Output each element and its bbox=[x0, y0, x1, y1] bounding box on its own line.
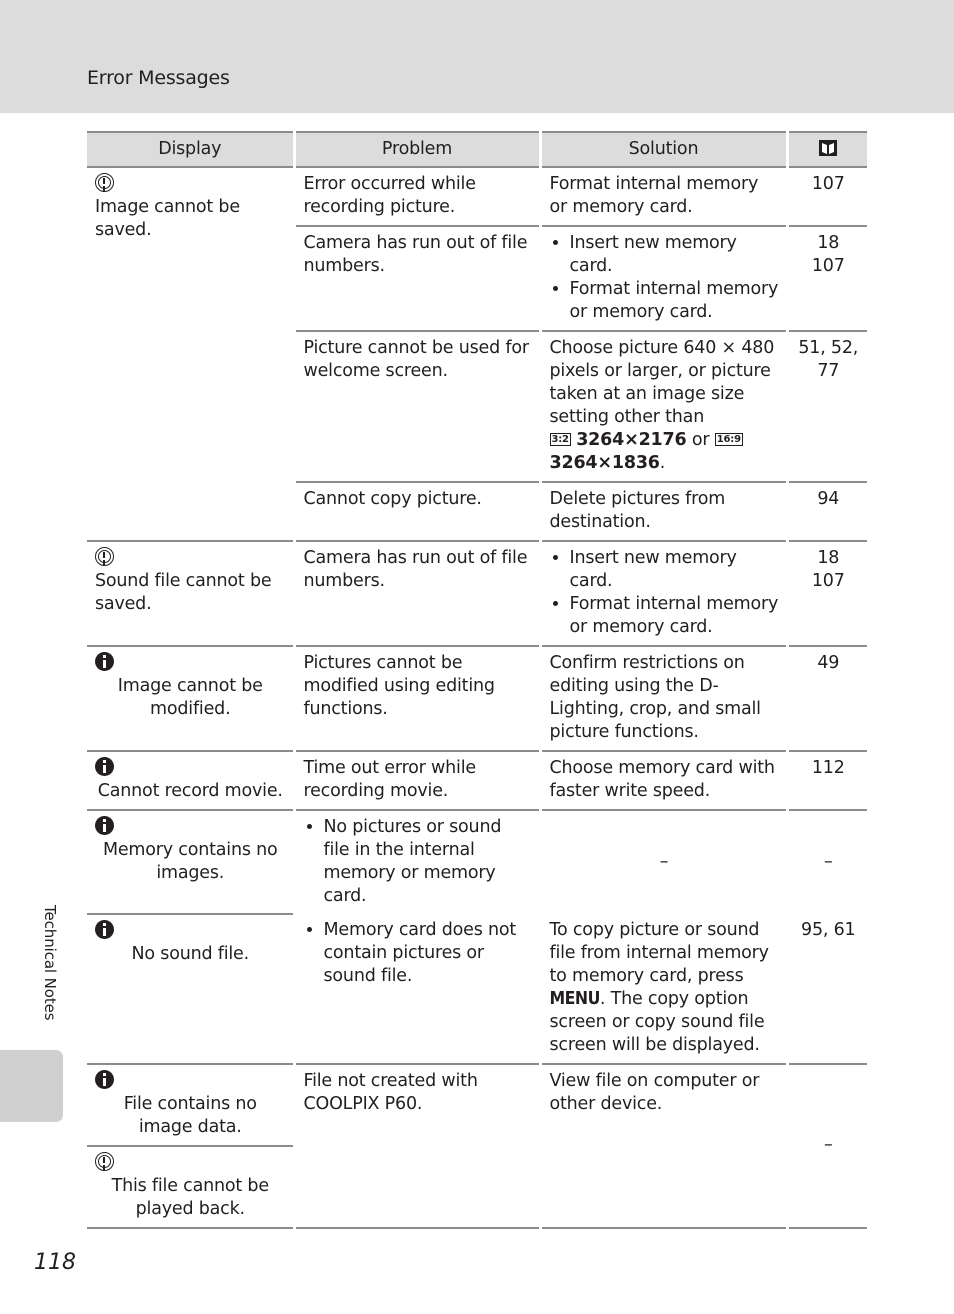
image-size-value: 3264×1836 bbox=[549, 453, 660, 473]
page-cell bbox=[787, 541, 867, 646]
display-cell bbox=[87, 1064, 294, 1146]
column-header-problem: Problem bbox=[294, 132, 540, 167]
problem-cell: Camera has run out of file numbers. bbox=[294, 226, 540, 331]
page-ref: 51, 52, bbox=[798, 338, 859, 358]
error-messages-table bbox=[87, 131, 867, 1229]
column-header-display: Display bbox=[87, 132, 294, 167]
solution-cell: Choose memory card with faster write speed. bbox=[540, 751, 787, 810]
solution-cell bbox=[540, 226, 787, 331]
solution-bullet: • Format internal memory or memory card. bbox=[570, 278, 779, 324]
table-header-row bbox=[87, 132, 867, 167]
display-text: This file cannot be played back. bbox=[111, 1176, 269, 1219]
problem-cell: Time out error while recording movie. bbox=[294, 751, 540, 810]
info-icon bbox=[95, 920, 114, 939]
page-ref: 77 bbox=[817, 361, 840, 381]
table-row bbox=[87, 751, 867, 810]
book-icon bbox=[818, 139, 838, 157]
side-tab bbox=[0, 1050, 63, 1122]
solution-cell: Confirm restrictions on editing using the D-Lighting, crop, and small picture functions. bbox=[540, 646, 787, 751]
problem-cell: Pictures cannot be modified using editing functions. bbox=[294, 646, 540, 751]
problem-cell: Cannot copy picture. bbox=[294, 482, 540, 541]
image-mode-3-2-icon: 3:2 bbox=[551, 434, 569, 445]
solution-bullet: • Insert new memory card. bbox=[570, 547, 779, 593]
page-cell: 107 bbox=[787, 167, 867, 226]
table-row bbox=[87, 646, 867, 751]
display-text: Image cannot be saved. bbox=[95, 197, 240, 240]
solution-cell: Delete pictures from destination. bbox=[540, 482, 787, 541]
display-cell bbox=[87, 914, 294, 1064]
solution-cell bbox=[540, 914, 787, 1064]
section-title: Error Messages bbox=[87, 67, 230, 89]
table-row bbox=[87, 541, 867, 646]
problem-cell: Picture cannot be used for welcome screen. bbox=[294, 331, 540, 482]
period: . bbox=[659, 453, 666, 473]
problem-bullet: • Memory card does not contain pictures or sound file. bbox=[324, 919, 532, 988]
page-cell: – bbox=[787, 810, 867, 914]
display-cell bbox=[87, 167, 294, 541]
column-header-page bbox=[787, 132, 867, 167]
info-icon bbox=[95, 757, 114, 776]
page-number: 118 bbox=[34, 1250, 76, 1275]
display-cell bbox=[87, 751, 294, 810]
display-cell bbox=[87, 1146, 294, 1228]
solution-text: Choose picture 640 × 480 pixels or larger, or picture taken at an image size setting other than bbox=[549, 338, 775, 427]
connector-text: or bbox=[691, 430, 710, 450]
display-cell bbox=[87, 810, 294, 914]
column-header-solution: Solution bbox=[540, 132, 787, 167]
solution-bullet: • Format internal memory or memory card. bbox=[570, 593, 779, 639]
solution-cell: – bbox=[540, 810, 787, 914]
display-text: Sound file cannot be saved. bbox=[95, 571, 272, 614]
info-icon bbox=[95, 652, 114, 671]
page-cell bbox=[787, 226, 867, 331]
info-icon bbox=[95, 816, 114, 835]
table-row bbox=[87, 1064, 867, 1146]
table-row bbox=[87, 167, 867, 226]
info-icon bbox=[95, 1070, 114, 1089]
solution-cell bbox=[540, 541, 787, 646]
page-cell: – bbox=[787, 1064, 867, 1228]
display-cell bbox=[87, 541, 294, 646]
image-size-value: 3264×2176 bbox=[576, 430, 687, 450]
page-ref: 18 bbox=[817, 548, 840, 568]
solution-bullet: • Insert new memory card. bbox=[570, 232, 779, 278]
side-tab-label: Technical Notes bbox=[41, 905, 59, 1021]
display-text: Image cannot be modified. bbox=[117, 676, 263, 719]
menu-button-icon: MENU bbox=[549, 989, 600, 1009]
page-cell: 112 bbox=[787, 751, 867, 810]
display-text: Memory contains no images. bbox=[102, 840, 278, 883]
problem-cell bbox=[294, 810, 540, 914]
solution-text: To copy picture or sound file from internal memory to memory card, press bbox=[549, 920, 769, 986]
page-ref: 18 bbox=[817, 233, 840, 253]
page-ref: 107 bbox=[811, 571, 845, 591]
solution-cell bbox=[540, 331, 787, 482]
page-cell bbox=[787, 331, 867, 482]
display-text: Cannot record movie. bbox=[97, 781, 283, 801]
display-text: File contains no image data. bbox=[123, 1094, 257, 1137]
warning-icon bbox=[95, 173, 114, 192]
problem-cell: Error occurred while recording picture. bbox=[294, 167, 540, 226]
problem-bullet: • No pictures or sound file in the internal memory or memory card. bbox=[324, 816, 532, 908]
warning-icon bbox=[95, 1152, 114, 1171]
problem-cell: File not created with COOLPIX P60. bbox=[294, 1064, 540, 1228]
problem-cell bbox=[294, 914, 540, 1064]
table-row bbox=[87, 914, 867, 1064]
solution-cell: Format internal memory or memory card. bbox=[540, 167, 787, 226]
page-cell: 94 bbox=[787, 482, 867, 541]
page-ref: 107 bbox=[811, 256, 845, 276]
warning-icon bbox=[95, 547, 114, 566]
display-cell bbox=[87, 646, 294, 751]
header-band bbox=[0, 0, 954, 113]
image-mode-16-9-icon: 16:9 bbox=[716, 434, 741, 445]
solution-cell: View file on computer or other device. bbox=[540, 1064, 787, 1228]
table-row bbox=[87, 810, 867, 914]
display-text: No sound file. bbox=[131, 944, 249, 964]
page-cell: 95, 61 bbox=[787, 914, 867, 1064]
page-cell: 49 bbox=[787, 646, 867, 751]
solution-text: . The copy option screen or copy sound file screen will be displayed. bbox=[549, 989, 765, 1055]
problem-cell: Camera has run out of file numbers. bbox=[294, 541, 540, 646]
